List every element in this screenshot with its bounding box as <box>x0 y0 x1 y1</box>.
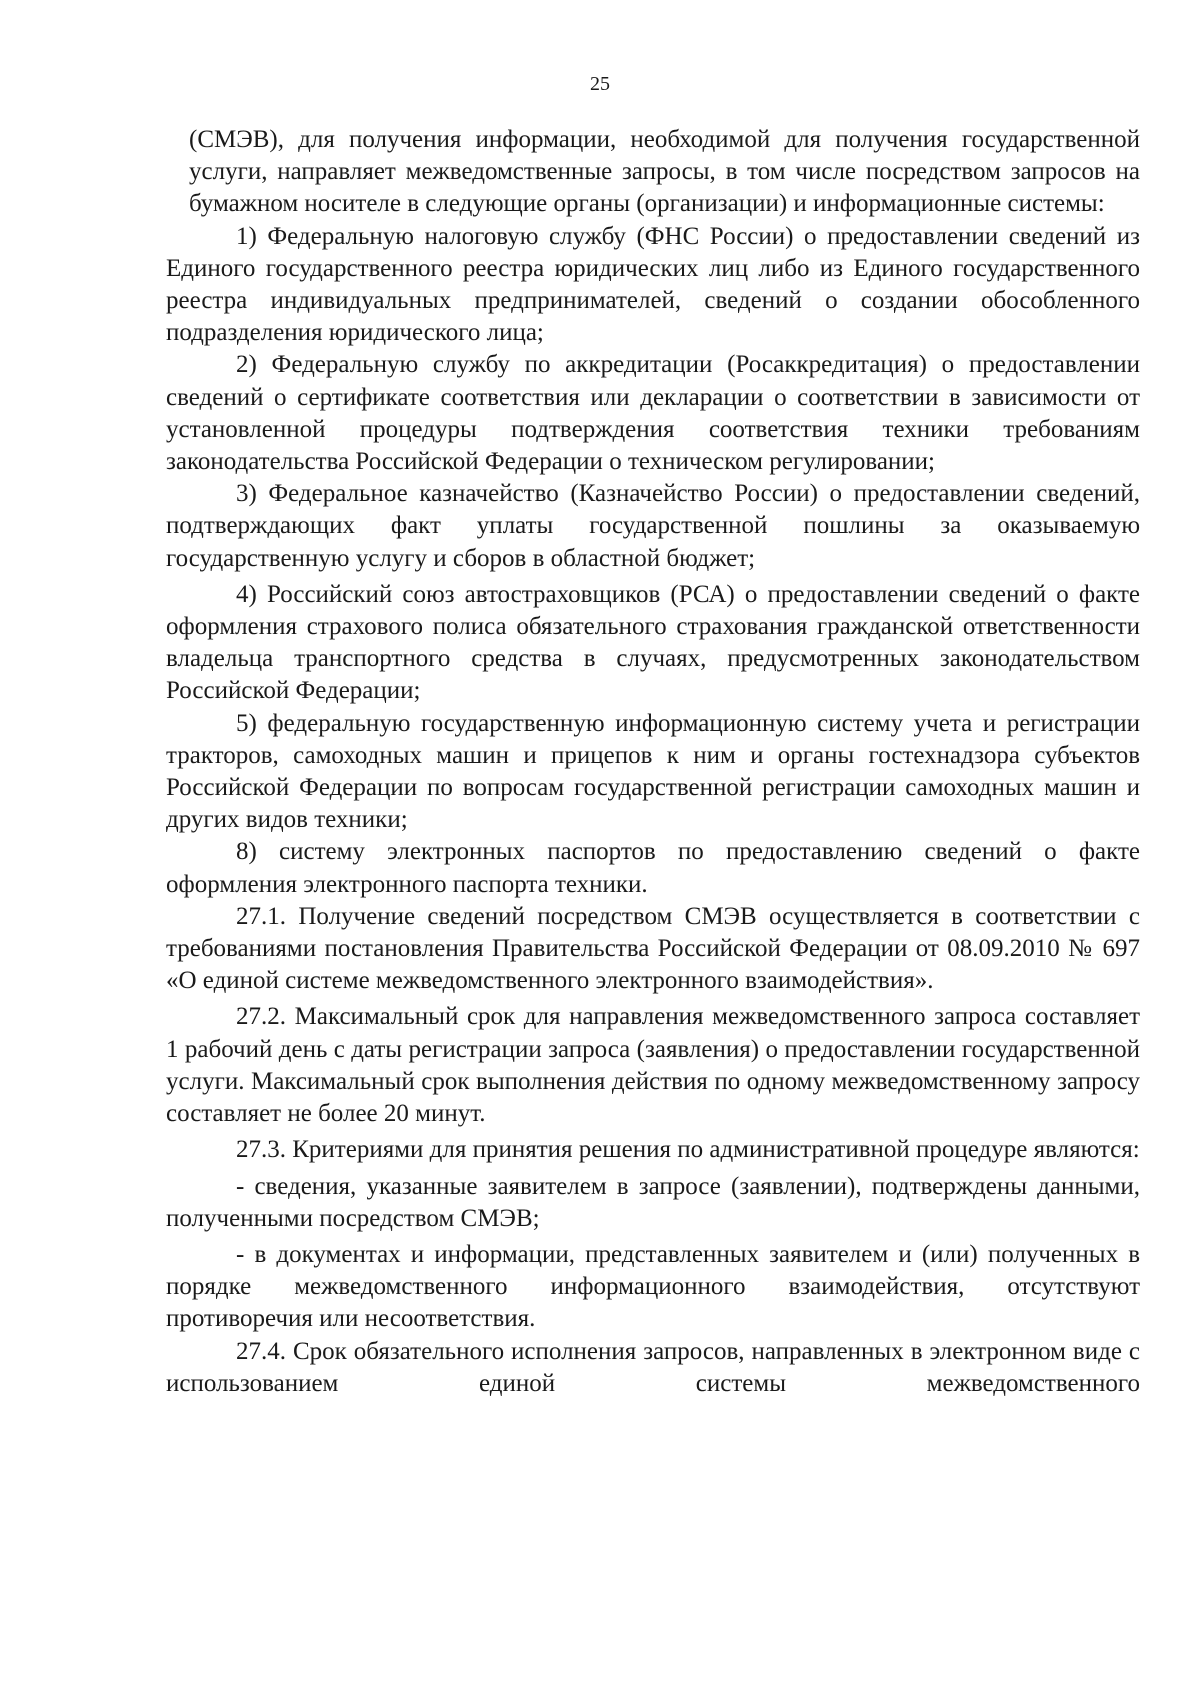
document-body <box>166 124 1140 1400</box>
list-item-fns: 1) Федеральную налоговую службу (ФНС России) о предоставлении сведений из Единого государственного реестра юридических лиц либо из Единого государственного реестра индивидуальных предпринимателей, сведений о создании обособленного подразделения юридического лица; <box>166 222 1140 347</box>
paragraph-27-2: 27.2. Максимальный срок для направления межведомственного запроса составляет 1 рабочий день с даты регистрации запроса (заявления) о предоставлении государственной услуги. Максимальный срок выполнения действия по одному межведомственному запросу составляет не более 20 минут. <box>166 1003 1140 1128</box>
criterion-item-2: - в документах и информации, представленных заявителем и (или) полученных в порядке межведомственного информационного взаимодействия, отсутствуют противоречия или несоответствия. <box>166 1240 1140 1333</box>
criterion-item-1: - сведения, указанные заявителем в запросе (заявлении), подтверждены данными, полученными посредством СМЭВ; <box>166 1172 1140 1232</box>
paragraph-27-3: 27.3. Критериями для принятия решения по административной процедуре являются: <box>236 1136 1140 1164</box>
paragraph-27-1: 27.1. Получение сведений посредством СМЭВ осуществляется в соответствии с требованиями постановления Правительства Российской Федерации от 08.09.2010 № 697 «О единой системе межведомственного электронного взаимодействия». <box>166 902 1140 995</box>
list-item-electronic-passports: 8) систему электронных паспортов по предоставлению сведений о факте оформления электронного паспорта техники. <box>166 838 1140 898</box>
list-item-treasury: 3) Федеральное казначейство (Казначейство России) о предоставлении сведений, подтверждающих факт уплаты государственной пошлины за оказываемую государственную услугу и сборов в областной бюджет; <box>166 480 1140 572</box>
list-item-rosaccreditation: 2) Федеральную службу по аккредитации (Росаккредитация) о предоставлении сведений о сертификате соответствия или декларации о соответствии в зависимости от установленной процедуры подтверждения соответствия техники требованиям законодательства Российской Федерации о техническом регулировании; <box>166 351 1140 476</box>
paragraph-continuation: (СМЭВ), для получения информации, необходимой для получения государственной услуги, направляет межведомственные запросы, в том числе посредством запросов на бумажном носителе в следующие органы (организации) и информационные системы: <box>189 126 1140 218</box>
list-item-rsa: 4) Российский союз автостраховщиков (РСА) о предоставлении сведений о факте оформления страхового полиса обязательного страхования гражданской ответственности владельца транспортного средства в случаях, предусмотренных законодательством Российской Федерации; <box>166 580 1140 705</box>
page-number: 25 <box>590 73 610 95</box>
paragraph-27-4: 27.4. Срок обязательного исполнения запросов, направленных в электронном виде с использованием единой системы межведомственного <box>166 1337 1140 1397</box>
list-item-gostekhnadzor: 5) федеральную государственную информационную систему учета и регистрации тракторов, самоходных машин и прицепов к ним и органы гостехнадзора субъектов Российской Федерации по вопросам государственной регистрации самоходных машин и других видов техники; <box>166 709 1140 834</box>
